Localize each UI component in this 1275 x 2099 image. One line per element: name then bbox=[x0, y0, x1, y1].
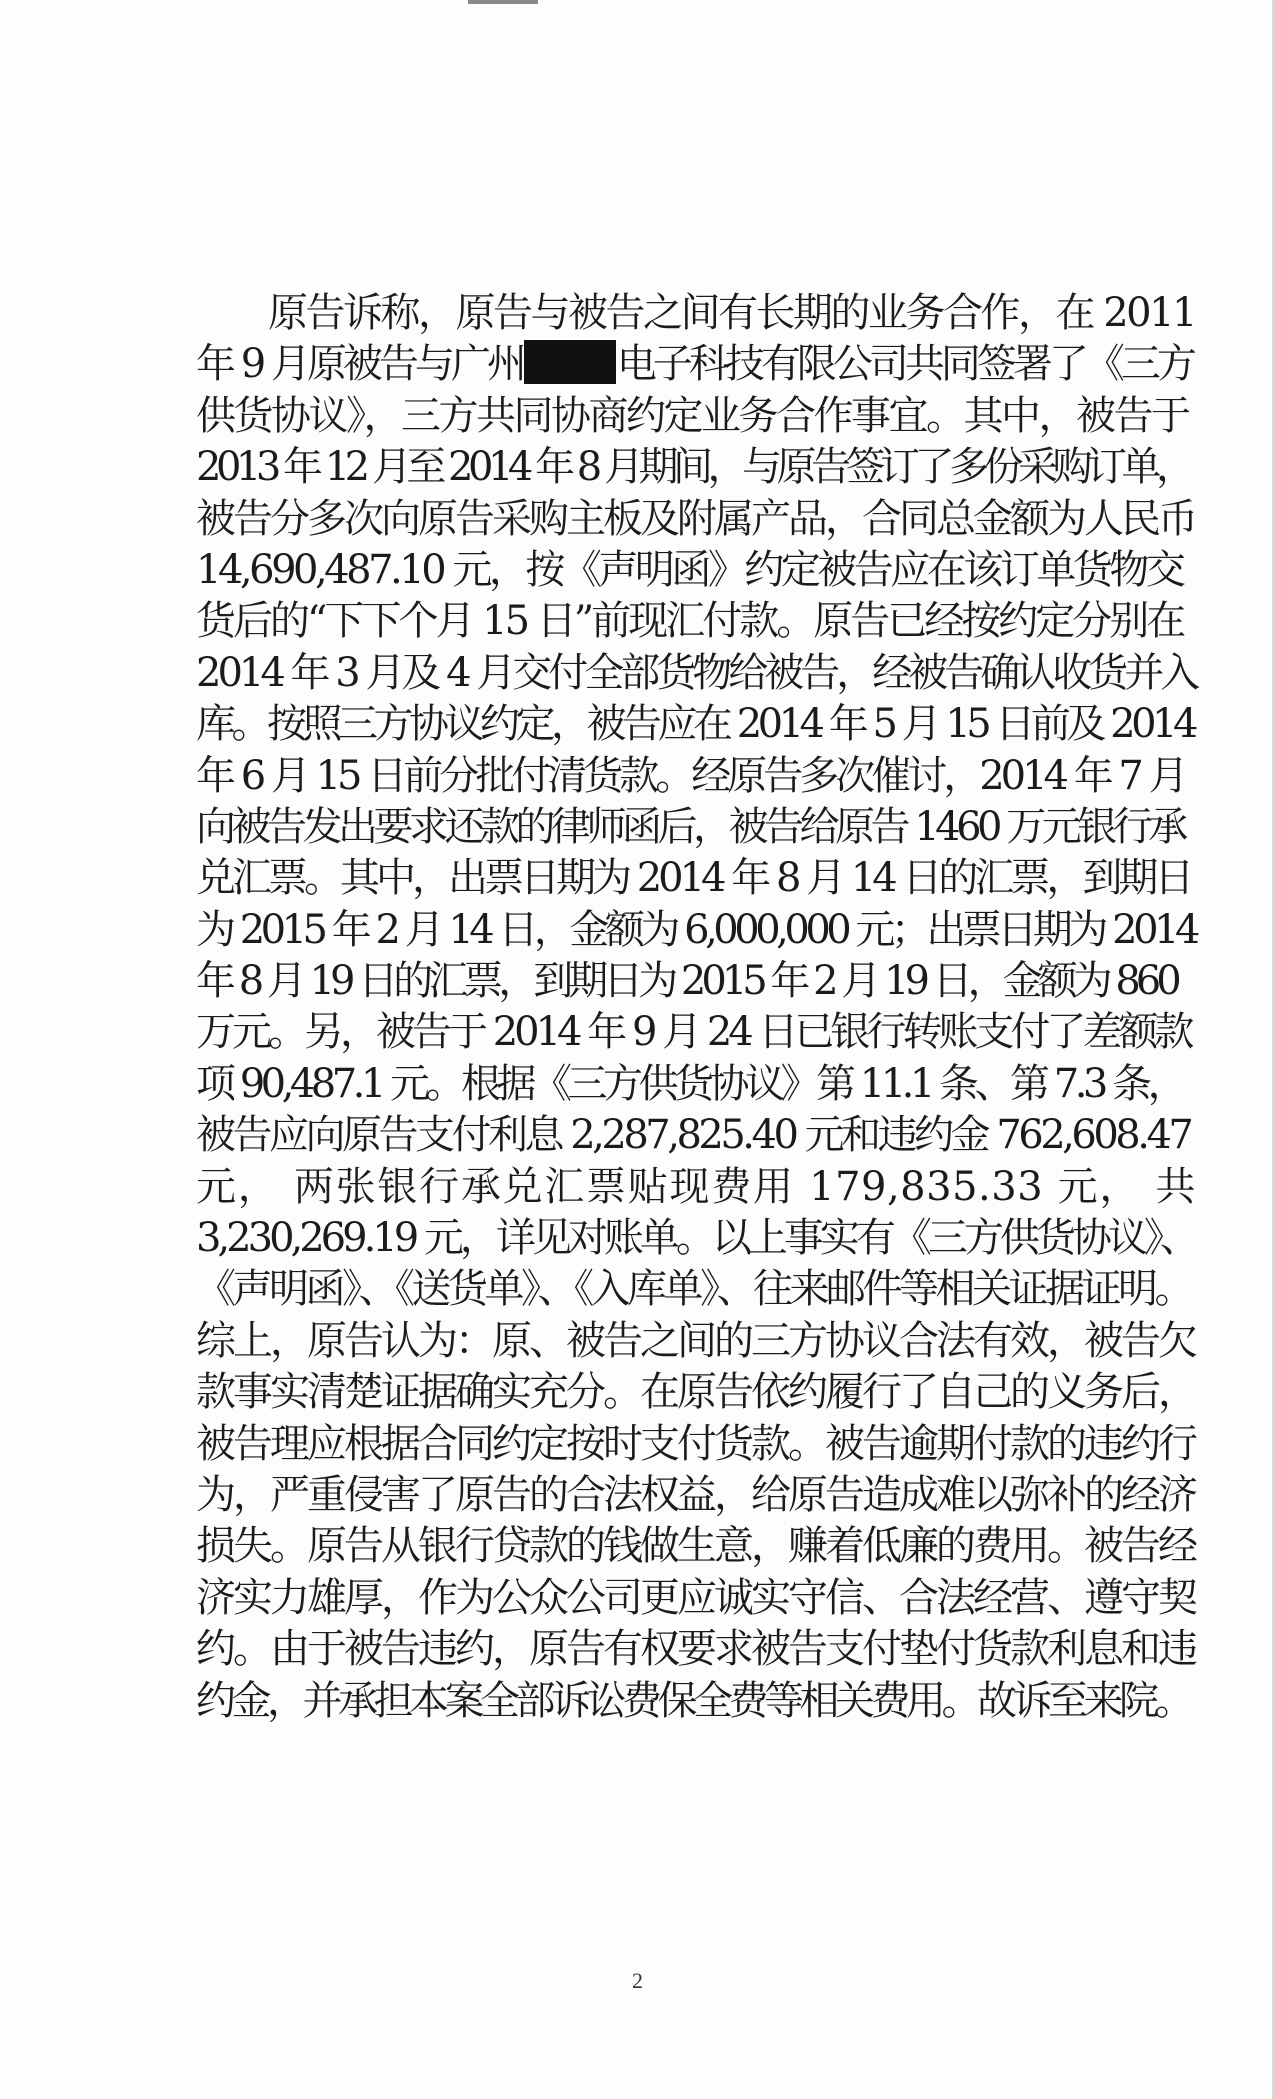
text-line bbox=[196, 339, 1196, 390]
scan-mark bbox=[468, 0, 538, 4]
text-line: 原告诉称，原告与被告之间有长期的业务合作，在 2011 bbox=[268, 290, 1196, 336]
text-line: 年 6 月 15 日前分批付清货款。经原告多次催讨，2014 年 7 月 bbox=[196, 752, 1185, 799]
text-line: 综上，原告认为：原、被告之间的三方协议合法有效，被告欠 bbox=[196, 1317, 1195, 1364]
text-line: 款事实清楚证据确实充分。在原告依约履行了自己的义务后， bbox=[196, 1369, 1195, 1416]
text-line: 年 8 月 19 日的汇票，到期日为 2015 年 2 月 19 日，金额为 860 bbox=[196, 958, 1177, 1005]
text-line: 2014 年 3 月及 4 月交付全部货物给被告，经被告确认收货并入 bbox=[196, 649, 1197, 696]
text-line: 损失。原告从银行贷款的钱做生意，赚着低廉的费用。被告经 bbox=[196, 1523, 1195, 1570]
text-segment: 电子科技有限公司共同签署了《三方 bbox=[616, 341, 1193, 388]
page-number: 2 bbox=[632, 1968, 643, 1993]
text-line: 被告分多次向原告采购主板及附属产品，合同总金额为人民币 bbox=[196, 495, 1195, 542]
text-line: 兑汇票。其中，出票日期为 2014 年 8 月 14 日的汇票，到期日 bbox=[196, 855, 1191, 902]
redaction-block bbox=[524, 340, 616, 384]
text-line: 14,690,487.10 元，按《声明函》约定被告应在该订单货物交 bbox=[196, 546, 1183, 593]
text-line: 元， 两张银行承兑汇票贴现费用 179,835.33 元， 共 bbox=[196, 1163, 1196, 1210]
text-line: 被告理应根据合同约定按时支付货款。被告逾期付款的违约行 bbox=[196, 1420, 1195, 1467]
text-line: 《声明函》、《送货单》、《入库单》、往来邮件等相关证据证明。 bbox=[196, 1266, 1191, 1313]
text-line: 被告应向原告支付利息 2,287,825.40 元和违约金 762,608.47 bbox=[196, 1112, 1191, 1159]
text-line: 货后的“下下个月 15 日”前现汇付款。原告已经按约定分别在 bbox=[196, 598, 1184, 645]
text-line: 向被告发出要求还款的律师函后，被告给原告 1460 万元银行承 bbox=[196, 803, 1184, 850]
text-line: 供货协议》，三方共同协商约定业务合作事宜。其中，被告于 bbox=[196, 392, 1189, 439]
text-line: 万元。另，被告于 2014 年 9 月 24 日已银行转账支付了差额款 bbox=[196, 1009, 1191, 1056]
complaint-paragraph bbox=[196, 288, 1196, 1727]
text-line: 项 90,487.1 元。根据《三方供货协议》第 11.1 条、第 7.3 条， bbox=[196, 1060, 1184, 1107]
text-line: 约金，并承担本案全部诉讼费保全费等相关费用。故诉至来院。 bbox=[196, 1677, 1190, 1724]
text-line: 为 2015 年 2 月 14 日，金额为 6,000,000 元；出票日期为 2014 bbox=[196, 906, 1196, 953]
text-segment: 年 9 月原被告与广州 bbox=[196, 341, 523, 388]
text-line: 3,230,269.19 元，详见对账单。以上事实有《三方供货协议》、 bbox=[196, 1215, 1196, 1262]
text-line: 济实力雄厚，作为公众公司更应诚实守信、合法经营、遵守契 bbox=[196, 1574, 1195, 1621]
text-line: 为，严重侵害了原告的合法权益，给原告造成难以弥补的经济 bbox=[196, 1471, 1195, 1518]
text-line: 约。由于被告违约，原告有权要求被告支付垫付货款利息和违 bbox=[196, 1626, 1195, 1673]
text-line: 2013 年 12 月至 2014 年 8 月期间，与原告签订了多份采购订单， bbox=[196, 444, 1191, 491]
text-line: 库。按照三方协议约定，被告应在 2014 年 5 月 15 日前及 2014 bbox=[196, 701, 1194, 748]
